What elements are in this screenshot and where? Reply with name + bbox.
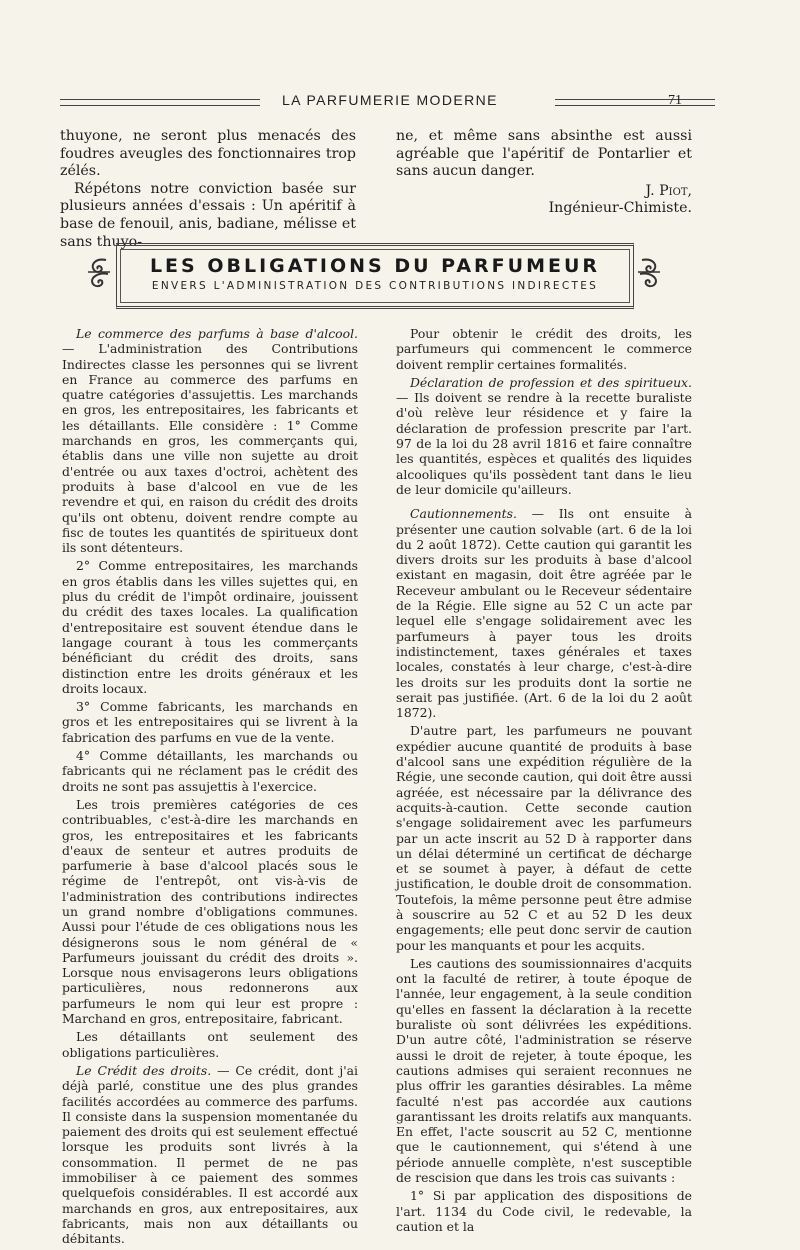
continuation-right-column (396, 128, 692, 218)
article-subtitle: ENVERS L'ADMINISTRATION DES CONTRIBUTIONS INDIRECTES (151, 280, 599, 292)
author-title: Ingénieur-Chimiste. (548, 200, 692, 217)
header-rule-right (555, 99, 715, 106)
article-paragraph: 2° Comme entrepositaires, les marchands en gros établis dans les villes sujettes qui, en plus du crédit de l'impôt ordinaire, jouissent du crédit des taxes locales. La qualification d'entrepositaire est souvent étendue dans le langage courant à tous les commerçants bénéficiant du crédit des droits, sans distinction entre les droits généraux et les droits locaux. (62, 558, 358, 696)
article-title-banner (116, 243, 634, 309)
page-number: 71 (668, 93, 682, 108)
article-paragraph: 4° Comme détaillants, les marchands ou fabricants qui ne réclament pas le crédit des droits ne sont pas assujettis à l'exercice. (62, 748, 358, 794)
article-paragraph: Pour obtenir le crédit des droits, les parfumeurs qui commencent le commerce doivent remplir certaines formalités. (396, 326, 692, 372)
article-paragraph: Les trois premières catégories de ces contribuables, c'est-à-dire les marchands en gros, les entrepositaires et les fabricants d'eaux de senteur et autres produits de parfumerie à base d'alcool placés sous le régime de l'entrepôt, ont vis-à-vis de l'administration des contributions indirectes un grand nombre d'obligations communes. Aussi pour l'étude de ces obligations nous les désignerons sous le nom général de « Parfumeurs jouissant du crédit des droits ». Lorsque nous envisagerons leurs obligations particulières, nous redonnerons aux parfumeurs le nom qui leur est propre : Marchand en gros, entrepositaire, fabricant. (62, 796, 358, 1027)
article-paragraph (62, 326, 358, 555)
paragraph-text: — Ce crédit, dont j'ai déjà parlé, constitue une des plus grandes facilités accordées au commerce des parfums. Il consiste dans la suspension momentanée du paiement des droits qui est seulement effectué lorsque les produits sont livrés à la consommation. Il permet de ne pas immobiliser à ce paiement des sommes quelquefois considérables. Il est accordé aux marchands en gros, aux entrepositaires, aux fabricants, mais non aux détaillants ou débitants. (62, 1062, 358, 1247)
fleuron-right-icon (636, 256, 662, 290)
article-paragraph (62, 1063, 358, 1247)
paragraph-lead: Cautionnements. (410, 506, 517, 522)
header-rule-left (60, 99, 260, 106)
running-header (60, 90, 700, 114)
article-paragraph: Les détaillants ont seulement des obligations particulières. (62, 1029, 358, 1060)
article-paragraph: D'autre part, les parfumeurs ne pouvant expédier aucune quantité de produits à base d'alcool sans une expédition régulière de la Régie, une seconde caution, qui doit être aussi agréée, est nécessaire par la délivrance des acquits-à-caution. Cette seconde caution s'engage solidairement avec les parfumeurs par un acte inscrit au 52 D à rapporter dans un délai déterminé un certificat de décharge et se soumet à payer, à défaut de cette justification, le double droit de consommation. Toutefois, la même personne peut être admise à souscrire au 52 C et au 52 D les deux engagements; elle peut donc servir de caution pour les manquants et pour les acquits. (396, 723, 692, 953)
paragraph-lead: Le commerce des parfums à base d'alcool. (76, 326, 358, 341)
journal-title: LA PARFUMERIE MODERNE (282, 92, 498, 108)
paragraph-text: — Ils ont ensuite à présenter une caution solvable (art. 6 de la loi du 2 août 1872). Cette caution qui garantit les divers droits sur les produits à base d'alcool existant en magasin, doit être agréée par le Receveur ambulant ou le Receveur sédentaire de la Régie. Elle signe au 52 C un acte par lequel elle s'engage solidairement avec les parfumeurs à payer tous les droits indistinctement, taxes générales et taxes locales, constatés à leur charge, c'est-à-dire les droits sur les produits dont la sortie ne serait pas justifiée. (Art. 6 de la loi du 2 août 1872). (396, 506, 692, 721)
article-paragraph: Les cautions des soumissionnaires d'acquits ont la faculté de retirer, à toute époque de l'année, leur engagement, à la seule condition qu'elles en fassent la déclaration à la recette buraliste où sont délivrées les expéditions. D'un autre côté, l'administration se réserve aussi le droit de rejeter, à toute époque, les cautions admises qui seraient reconnues ne plus offrir les garanties désirables. La même faculté n'est pas accordée aux cautions garantissant les droits relatifs aux manquants. En effet, l'acte souscrit au 52 C, mentionne que le cautionnement, qui s'étend à une période annuelle complète, n'est susceptible de rescision que dans les trois cas suivants : (396, 955, 692, 1186)
article-paragraph: 1° Si par application des dispositions de l'art. 1134 du Code civil, le redevable, la caution et la (396, 1188, 692, 1234)
article-right-column (396, 326, 692, 1237)
paragraph-lead: Déclaration de profession et des spiritueux. (410, 374, 692, 390)
article-left-column (62, 326, 358, 1250)
paragraph-text: — Ils doivent se rendre à la recette buraliste d'où relève leur résidence et y faire la déclaration de profession prescrite par l'art. 97 de la loi du 28 avril 1816 et faire connaître les quantités, espèces et qualités des liquides alcooliques qu'ils possèdent tant dans le lieu de leur domicile qu'ailleurs. (396, 390, 692, 497)
paragraph-text: — L'administration des Contributions Indirectes classe les personnes qui se livrent en France au commerce des parfums en quatre catégories d'assujettis. Les marchands en gros, les entrepositaires, les fabricants et les détaillants. Elle considère : 1° Comme marchands en gros, les commerçants qui, établis dans une ville non sujette au droit d'entrée ou aux taxes d'octroi, achètent des produits à base d'alcool en vue de les revendre et qui, en raison du crédit des droits qu'ils ont obtenu, doivent rendre compte au fisc de toutes les quantités de spiritueux dont ils sont détenteurs. (62, 341, 358, 556)
continuation-paragraph: thuyone, ne seront plus menacés des foudres aveugles des fonctionnaires trop zélés. (60, 128, 356, 180)
author-signature (396, 183, 692, 201)
author-name: J. Piot, (645, 182, 692, 199)
paragraph-lead: Le Crédit des droits. (76, 1062, 212, 1078)
fleuron-left-icon (86, 256, 112, 290)
continuation-left-column (60, 128, 356, 251)
article-paragraph (396, 506, 692, 720)
continuation-paragraph: ne, et même sans absinthe est aussi agréable que l'apéritif de Pontarlier et sans aucun danger. (396, 128, 692, 180)
article-paragraph: 3° Comme fabricants, les marchands en gros et les entrepositaires qui se livrent à la fabrication des parfums en vue de la vente. (62, 699, 358, 745)
article-title: LES OBLIGATIONS DU PARFUMEUR (149, 255, 601, 277)
article-paragraph (396, 375, 692, 497)
continuation-paragraph: Répétons notre conviction basée sur plusieurs années d'essais : Un apéritif à base de fenouil, anis, badiane, mélisse et sans thuyo- (60, 180, 356, 250)
